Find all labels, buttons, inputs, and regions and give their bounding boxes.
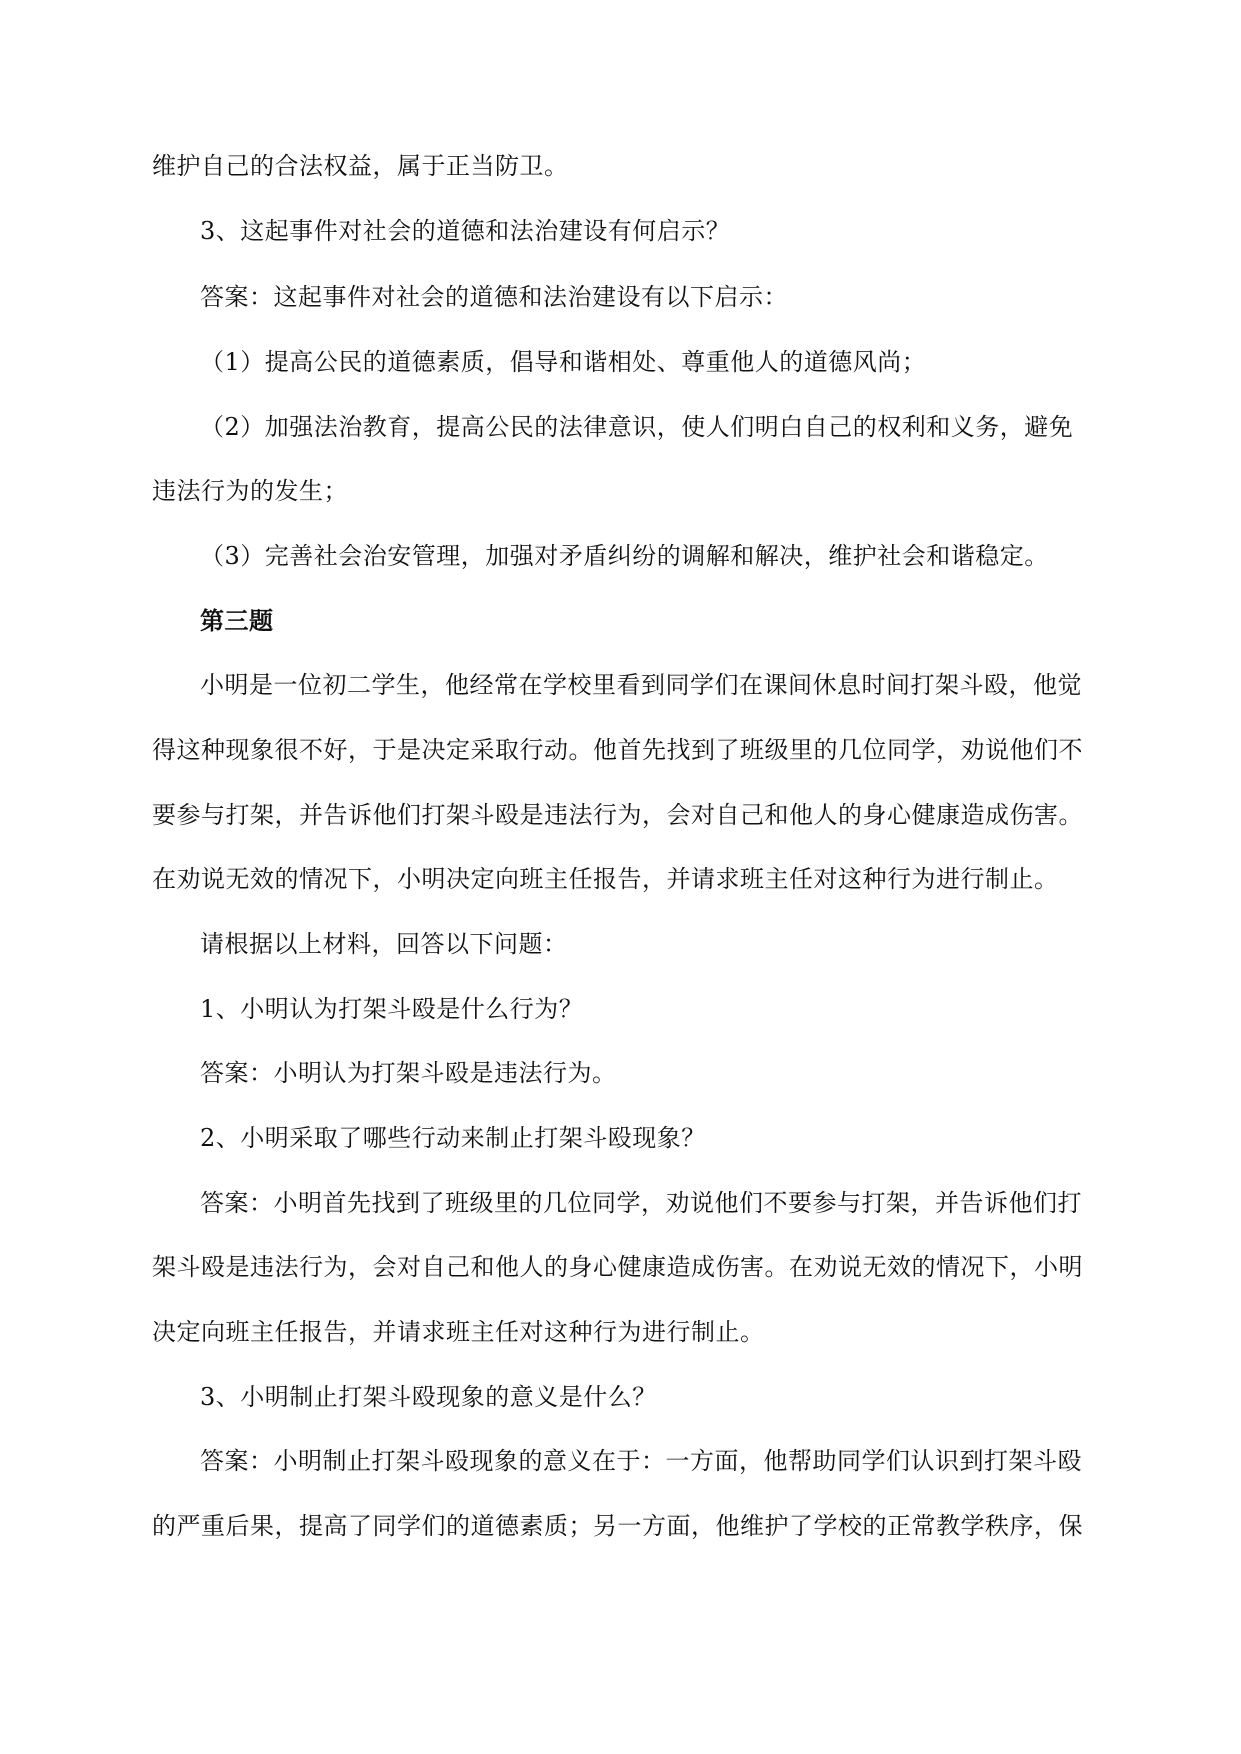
text-line: 违法行为的发生； xyxy=(152,477,348,505)
text-line: 架斗殴是违法行为，会对自己和他人的身心健康造成伤害。在劝说无效的情况下，小明 xyxy=(152,1253,1083,1281)
question-line: 3、这起事件对社会的道德和法治建设有何启示？ xyxy=(200,217,731,245)
list-item: （3）完善社会治安管理，加强对矛盾纠纷的调解和解决，维护社会和谐稳定。 xyxy=(200,542,1049,570)
text-line: 在劝说无效的情况下，小明决定向班主任报告，并请求班主任对这种行为进行制止。 xyxy=(152,865,1059,893)
answer-line: 答案：小明制止打架斗殴现象的意义在于：一方面，他帮助同学们认识到打架斗殴 xyxy=(200,1447,1082,1475)
list-item: （1）提高公民的道德素质，倡导和谐相处、尊重他人的道德风尚； xyxy=(200,348,927,376)
text-line: 要参与打架，并告诉他们打架斗殴是违法行为，会对自己和他人的身心健康造成伤害。 xyxy=(152,801,1083,829)
answer-line: 答案：小明认为打架斗殴是违法行为。 xyxy=(200,1059,617,1087)
text-line: 维护自己的合法权益，属于正当防卫。 xyxy=(152,152,569,180)
question-line: 3、小明制止打架斗殴现象的意义是什么？ xyxy=(200,1383,657,1411)
list-item: （2）加强法治教育，提高公民的法律意识，使人们明白自己的权利和义务，避免 xyxy=(200,413,1074,441)
section-heading: 第三题 xyxy=(200,606,274,635)
answer-line: 答案：小明首先找到了班级里的几位同学，劝说他们不要参与打架，并告诉他们打 xyxy=(200,1189,1082,1217)
question-line: 2、小明采取了哪些行动来制止打架斗殴现象？ xyxy=(200,1124,706,1152)
text-line: 决定向班主任报告，并请求班主任对这种行为进行制止。 xyxy=(152,1318,765,1346)
text-line: 得这种现象很不好，于是决定采取行动。他首先找到了班级里的几位同学，劝说他们不 xyxy=(152,736,1083,764)
text-line: 请根据以上材料，回答以下问题： xyxy=(200,930,568,958)
text-line: 的严重后果，提高了同学们的道德素质；另一方面，他维护了学校的正常教学秩序，保 xyxy=(152,1512,1083,1540)
answer-line: 答案：这起事件对社会的道德和法治建设有以下启示： xyxy=(200,283,788,311)
question-line: 1、小明认为打架斗殴是什么行为？ xyxy=(200,995,584,1023)
text-line: 小明是一位初二学生，他经常在学校里看到同学们在课间休息时间打架斗殴，他觉 xyxy=(200,671,1082,699)
